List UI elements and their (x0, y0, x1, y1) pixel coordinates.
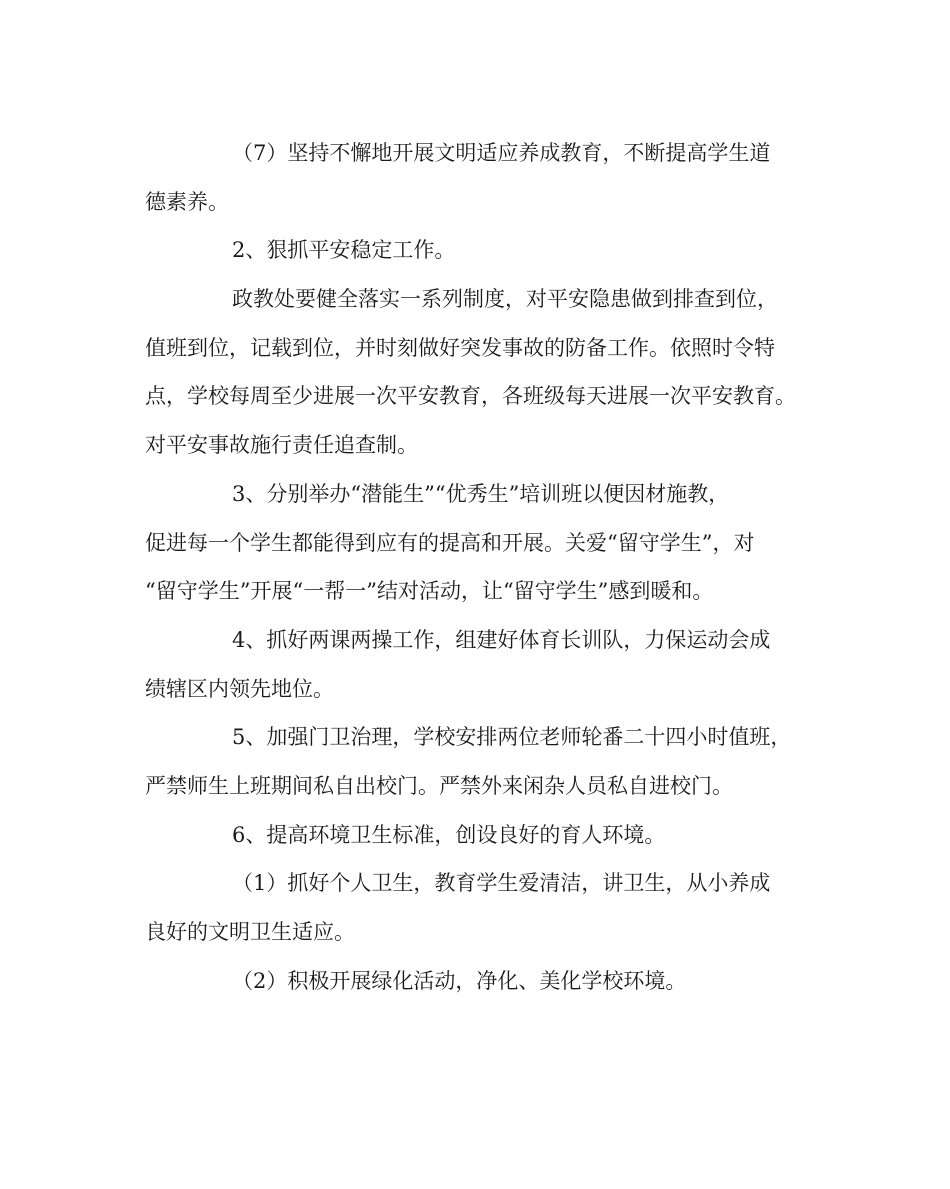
text-line: （2）积极开展绿化活动，净化、美化学校环境。 (232, 968, 687, 993)
text-line: 点，学校每周至少进展一次平安教育，各班级每天进展一次平安教育。 (145, 384, 796, 409)
section-heading: 4、抓好两课两操工作，组建好体育长训队，力保运动会成 (232, 627, 771, 652)
text-line: 对平安事故施行责任追查制。 (145, 433, 418, 458)
text-line: 良好的文明卫生适应。 (145, 920, 355, 944)
section-heading: 2、狠抓平安稳定工作。 (232, 238, 456, 263)
text-line: 值班到位，记载到位，并时刻做好突发事故的防备工作。依照时令特 (145, 335, 775, 360)
text-line: “留守学生”开展“一帮一”结对活动，让“留守学生”感到暖和。 (145, 579, 714, 604)
document-body (145, 129, 825, 1005)
text-line: 绩辖区内领先地位。 (145, 676, 334, 701)
section-heading: 6、提高环境卫生标准，创设良好的育人环境。 (232, 822, 666, 847)
text-line: 促进每一个学生都能得到应有的提高和开展。关爱“留守学生”，对 (145, 530, 755, 555)
section-heading: 5、加强门卫治理，学校安排两位老师轮番二十四小时值班， (232, 725, 792, 750)
text-line: 严禁师生上班期间私自出校门。严禁外来闲杂人员私自进校门。 (145, 773, 733, 798)
text-line: （7）坚持不懈地开展文明适应养成教育，不断提高学生道 (232, 141, 771, 165)
text-line: 政教处要健全落实一系列制度，对平安隐患做到排查到位， (232, 287, 778, 312)
text-line: （1）抓好个人卫生，教育学生爱清洁，讲卫生，从小养成 (232, 871, 771, 896)
text-line: 德素养。 (145, 189, 229, 214)
section-heading: 3、分别举办“潜能生”“优秀生”培训班以便因材施教， (232, 481, 730, 506)
